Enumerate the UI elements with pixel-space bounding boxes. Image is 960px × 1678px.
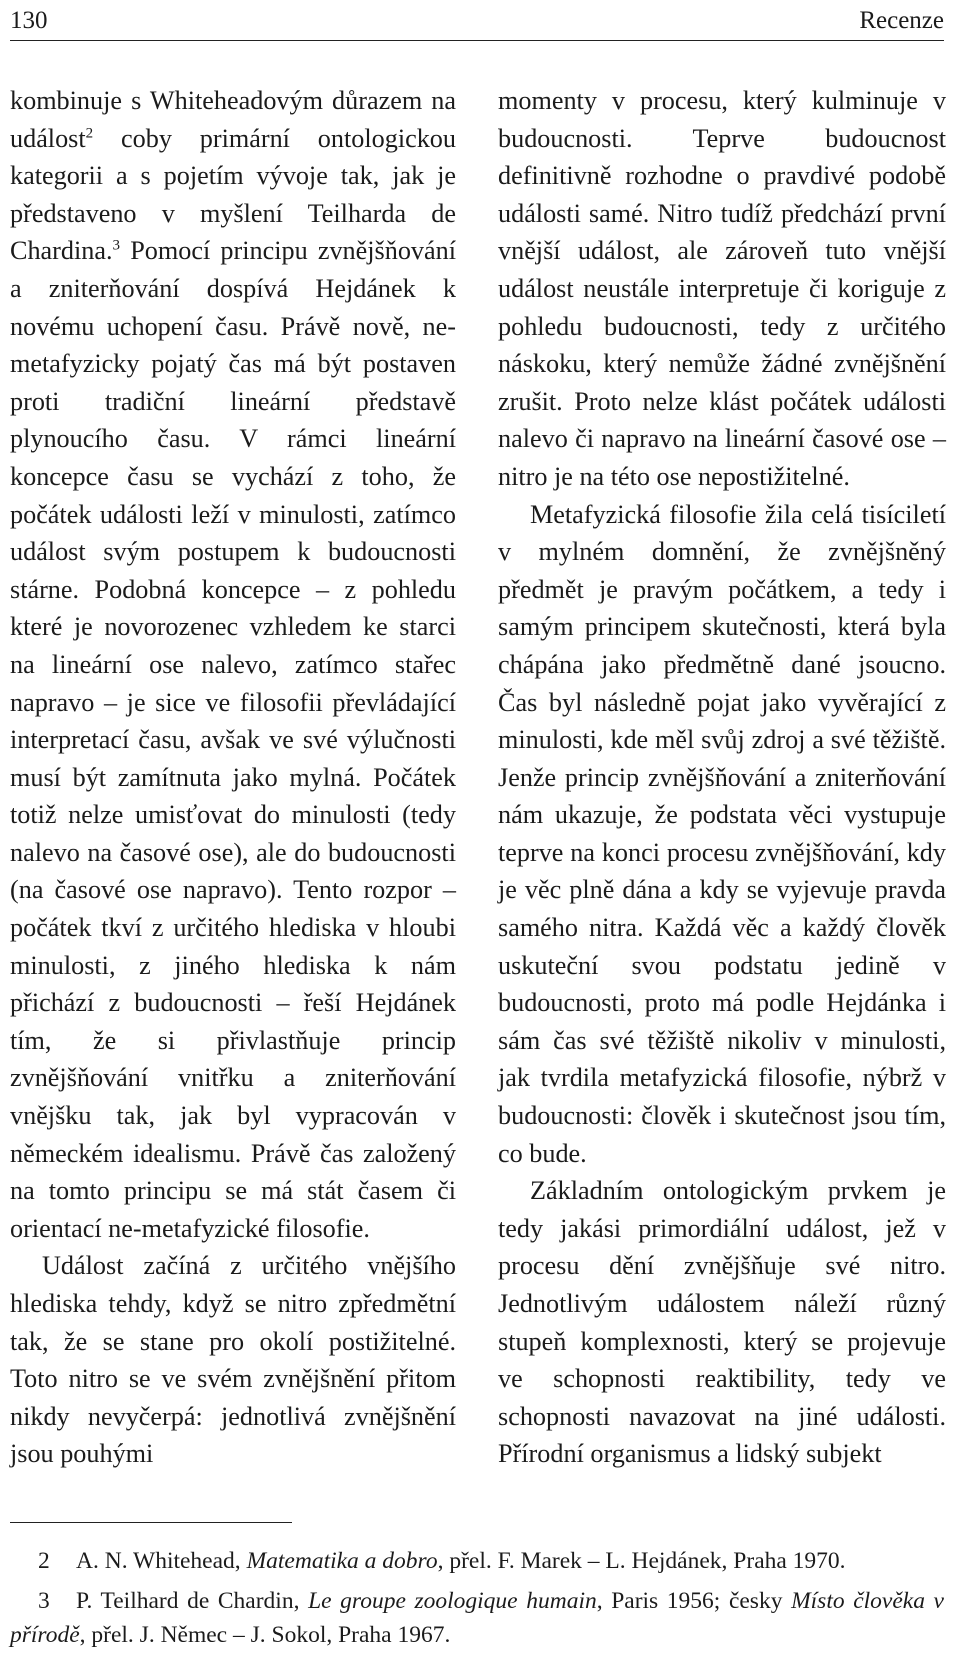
footnote-3: [10, 1584, 944, 1652]
footnote-number: 2: [38, 1548, 50, 1574]
footnotes: [10, 1544, 944, 1652]
running-header: [10, 0, 944, 36]
paragraph: Událost začíná z určitého vnějšího hlediska tehdy, když se nitro zpředmětní tak, že se stane pro okolí postižitelné. Toto nitro se ve svém zvnějšnění přitom nikdy nevyčerpá: jednotlivá zvnějšnění jsou pouhými: [10, 1251, 456, 1469]
text-run: , přel. J. Němec – J. Sokol, Praha 1967.: [79, 1622, 451, 1648]
text-run: , přel. F. Marek – L. Hejdánek, Praha 1970.: [437, 1548, 846, 1574]
footnote-rule: [10, 1522, 292, 1523]
header-rule: [10, 40, 944, 41]
text-run: kombinuje s Whiteheadovým důrazem na událost: [10, 86, 456, 153]
right-column: [498, 82, 946, 1473]
text-run: P. Teilhard de Chardin,: [76, 1588, 309, 1614]
paragraph: momenty v procesu, který kulminuje v budoucnosti. Teprve budoucnost definitivně rozhodne o pravdivé podobě události samé. Nitro tudíž předchází první vnější událost, ale zároveň tuto vnější událost neustále interpretuje či koriguje z pohledu budoucnosti, tedy z určitého náskoku, který nemůže žádné zvnějšnění zrušit. Proto nelze klást počátek události nalevo či napravo na lineární časové ose – nitro je na této ose nepostižitelné.: [498, 86, 946, 491]
page-number: 130: [10, 7, 48, 34]
footnote-2: [10, 1544, 944, 1578]
book-title: Místo člověka v přírodě: [10, 1588, 944, 1648]
text-run: Pomocí principu zvnějšňování a zniterňování dospívá Hejdánek k novému uchopení času. Právě nově, ne-metafyzicky pojatý čas má být postaven proti tradiční lineární představě plynoucího času. V rámci lineární koncepce času se vychází z toho, že počátek události leží v minulosti, zatímco událost svým postupem k budoucnosti stárne. Podobná koncepce – z pohledu které je novorozenec vzhledem ke starci na lineární ose nalevo, zatímco stařec napravo – je sice ve filosofii převládající interpretací času, avšak ve své výlučnosti musí být zamítnuta jako mylná. Počátek totiž nelze umisťovat do minulosti (tedy nalevo na časové ose), ale do budoucnosti (na časové ose napravo). Tento rozpor – počátek tkví z určitého hlediska v hloubi minulosti, z jiného hlediska k nám přichází z budoucnosti – řeší Hejdánek tím, že si přivlastňuje princip zvnějšňování vnitřku a zniterňování vnějšku tak, jak byl vypracován v německém idealismu. Právě čas založený na tomto principu se má stát časem či orientací ne-metafyzické filosofie.: [10, 236, 456, 1243]
paragraph: Metafyzická filosofie žila celá tisíciletí v mylném domnění, že zvnějšněný předmět je pravým počátkem, a tedy i samým principem skutečnosti, která byla chápána jako předmětně dané jsoucno. Čas byl následně pojat jako vyvěrající z minulosti, kde měl svůj zdroj a své těžiště. Jenže princip zvnějšňování a zniterňování nám ukazuje, že podstata věci vystupuje teprve na konci procesu zvnějšňování, kdy je věc plně dána a kdy se vyjevuje pravda samého nitra. Každá věc a každý člověk uskuteční svou podstatu jedině v budoucnosti, proto má podle Hejdánka i sám čas své těžiště nikoliv v minulosti, jak tvrdila metafyzická filosofie, nýbrž v budoucnosti: člověk i skutečnost jsou tím, co bude.: [498, 499, 946, 1168]
book-title: Matematika a dobro: [246, 1548, 438, 1574]
text-run: coby primární ontologickou kategorii a s pojetím vývoje tak, jak je představeno v myšlení Teilharda de Chardina.: [10, 123, 456, 266]
paragraph: Základním ontologickým prvkem je tedy jakási primordiální událost, jež v procesu dění zvnějšňuje své nitro. Jednotlivým událostem náleží různý stupeň komplexnosti, který se projevuje ve schopnosti reaktibility, tedy ve schopnosti navazovat na jiné události. Přírodní organismus a lidský subjekt: [498, 1176, 946, 1469]
footnote-ref-2[interactable]: 2: [85, 124, 94, 141]
section-title: Recenze: [859, 7, 944, 34]
left-column: [10, 82, 456, 1473]
footnote-number: 3: [38, 1588, 50, 1614]
text-run: A. N. Whitehead,: [76, 1548, 247, 1574]
book-title: Le groupe zoologique humain: [308, 1588, 597, 1614]
text-run: , Paris 1956; česky: [596, 1588, 792, 1614]
footnote-ref-3[interactable]: 3: [112, 237, 121, 254]
paragraph: [10, 82, 456, 1247]
